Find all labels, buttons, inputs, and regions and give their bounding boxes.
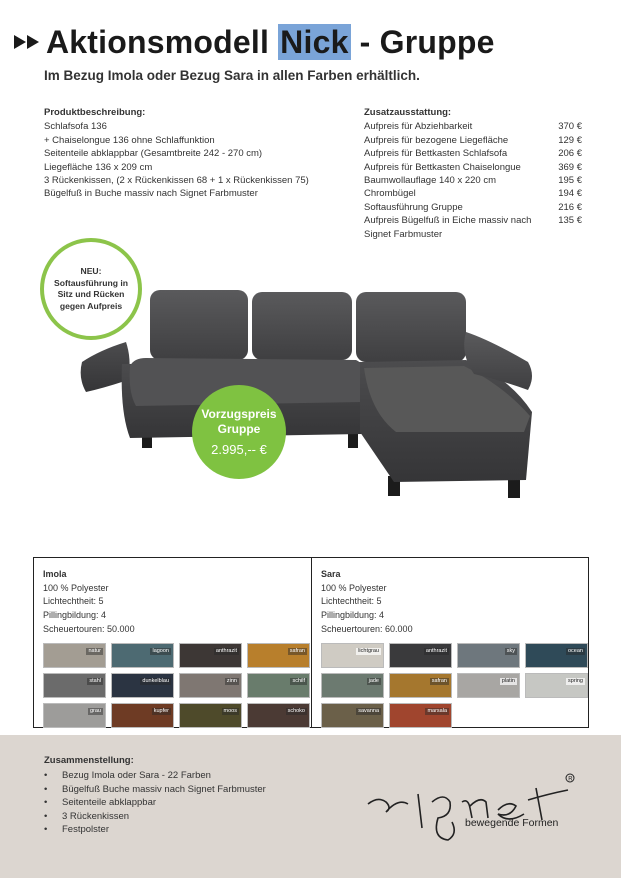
swatch-label: spring: [568, 677, 583, 684]
price-label: Softausführung Gruppe: [364, 201, 463, 213]
fabric-spec: Lichtechtheit: 5: [43, 596, 104, 607]
swatch[interactable]: [525, 673, 588, 698]
badge-line: NEU:: [80, 266, 102, 276]
swatch-label: lichtgrau: [358, 647, 379, 654]
swatch[interactable]: [525, 643, 588, 668]
swatch[interactable]: [43, 643, 106, 668]
price-row: [364, 134, 582, 147]
price-row: [364, 161, 582, 174]
badge-line: Sitz und Rücken: [57, 289, 125, 299]
swatch[interactable]: [111, 673, 174, 698]
page-title: [14, 24, 495, 61]
swatch[interactable]: [247, 643, 310, 668]
swatch-label: jade: [368, 677, 379, 684]
price-row: [364, 174, 582, 187]
extras-price-list: [364, 106, 582, 241]
price-value: 369 €: [558, 161, 582, 173]
title-highlight: Nick: [280, 24, 349, 60]
swatch-label: safran: [289, 647, 305, 654]
title-text-before: Aktionsmodell: [46, 24, 279, 60]
swatch[interactable]: [457, 643, 520, 668]
swatch-label: grau: [89, 707, 101, 714]
description-line: + Chaiselongue 136 ohne Schlaffunktion: [44, 134, 215, 146]
composition-list: [44, 769, 266, 837]
fabric-name: Imola: [43, 569, 67, 579]
brand-tagline: bewegende Formen: [465, 817, 559, 829]
swatch-label: anthrazit: [425, 647, 447, 654]
fabric-spec: Pillingbildung: 4: [321, 610, 385, 621]
price-label: Aufpreis für Abziehbarkeit: [364, 121, 473, 133]
subtitle: Im Bezug Imola oder Bezug Sara in allen Farben erhältlich.: [44, 68, 420, 83]
price-row: [364, 147, 582, 160]
fabric-spec: 100 % Polyester: [321, 582, 387, 593]
swatch-label: safran: [431, 677, 447, 684]
swatch[interactable]: [321, 673, 384, 698]
swatch-grid: [321, 643, 588, 728]
fabric-sara: [311, 558, 588, 727]
price-value: 216 €: [558, 201, 582, 213]
price-badge-price: 2.995,-- €: [211, 442, 267, 457]
swatch-label: kupfer: [153, 707, 169, 714]
svg-text:R: R: [568, 776, 573, 783]
price-value: 206 €: [558, 148, 582, 160]
fabric-spec: Pillingbildung: 4: [43, 610, 107, 621]
swatch-label: zinn: [226, 677, 237, 684]
fabric-name: Sara: [321, 569, 341, 579]
swatch-label: anthrazit: [215, 647, 237, 654]
price-badge-line1: Vorzugspreis: [201, 407, 277, 421]
swatch[interactable]: [179, 673, 242, 698]
price-badge: [192, 385, 286, 479]
swatch[interactable]: [457, 673, 520, 698]
list-item: • Seitenteile abklappbar: [44, 796, 266, 810]
description-line: Bügelfuß in Buche massiv nach Signet Farbmuster: [44, 188, 258, 200]
description-line: 3 Rückenkissen, (2 x Rückenkissen 68 + 1 x Rückenkissen 75): [44, 175, 309, 187]
price-label: Aufpreis für Bettkasten Chaiselongue: [364, 161, 521, 173]
fabric-spec: Scheuertouren: 60.000: [321, 623, 413, 634]
swatch[interactable]: [247, 703, 310, 728]
swatch[interactable]: [389, 673, 452, 698]
price-label: Chrombügel: [364, 188, 416, 200]
price-row: [364, 214, 582, 241]
swatch-label: savanna: [358, 707, 379, 714]
price-label: Aufpreis für bezogene Liegefläche: [364, 134, 509, 146]
swatch-label: marsala: [427, 707, 447, 714]
price-value: 194 €: [558, 188, 582, 200]
swatch[interactable]: [179, 703, 242, 728]
swatch-grid: [43, 643, 311, 728]
fabric-spec: Scheuertouren: 50.000: [43, 623, 135, 634]
description-line: Seitenteile abklappbar (Gesamtbreite 242 - 270 cm): [44, 148, 263, 160]
composition-heading: Zusammenstellung:: [44, 755, 134, 766]
list-item: • Bezug Imola oder Sara - 22 Farben: [44, 769, 266, 783]
fabric-spec: Lichtechtheit: 5: [321, 596, 382, 607]
list-item: • Bügelfuß Buche massiv nach Signet Farbmuster: [44, 783, 266, 797]
swatch[interactable]: [111, 643, 174, 668]
swatch-label: moos: [223, 707, 237, 714]
signet-logo: [362, 768, 582, 848]
price-value: 370 €: [558, 121, 582, 133]
fabric-imola: [34, 558, 311, 727]
new-feature-badge: [40, 238, 142, 340]
swatch-label: platin: [501, 677, 515, 684]
swatch-label: lagoon: [152, 647, 169, 654]
price-label: Baumwollauflage 140 x 220 cm: [364, 175, 497, 187]
price-label: Aufpreis Bügelfuß in Eiche massiv nach Signet Farbmuster: [364, 215, 532, 240]
swatch[interactable]: [389, 643, 452, 668]
price-row: [364, 120, 582, 133]
swatch[interactable]: [321, 703, 384, 728]
swatch-label: schilf: [292, 677, 305, 684]
price-value: 195 €: [558, 175, 582, 187]
price-row: [364, 187, 582, 200]
price-badge-line2: Gruppe: [217, 422, 261, 436]
swatch-label: stahl: [89, 677, 101, 684]
extras-heading: Zusatzausstattung:: [364, 107, 452, 118]
title-text-after: - Gruppe: [350, 24, 495, 60]
fabric-panel: [33, 557, 589, 728]
swatch[interactable]: [321, 643, 384, 668]
list-item: • 3 Rückenkissen: [44, 810, 266, 824]
product-description: [44, 106, 344, 201]
swatch-label: dunkelblau: [142, 677, 169, 684]
price-value: 135 €: [558, 215, 582, 227]
swatch[interactable]: [389, 703, 452, 728]
sofa-image: [80, 282, 540, 502]
swatch-label: natur: [88, 647, 101, 654]
badge-line: gegen Aufpreis: [59, 300, 123, 311]
swatch-label: ocean: [568, 647, 583, 654]
swatch[interactable]: [179, 643, 242, 668]
swatch-label: schoko: [287, 707, 305, 714]
description-line: Liegefläche 136 x 209 cm: [44, 161, 153, 173]
list-item: • Festpolster: [44, 823, 266, 837]
swatch[interactable]: [247, 673, 310, 698]
description-line: Schlafsofa 136: [44, 121, 107, 133]
fabric-spec: 100 % Polyester: [43, 582, 109, 593]
price-label: Aufpreis für Bettkasten Schlafsofa: [364, 148, 508, 160]
badge-line: Softausführung in: [54, 277, 128, 288]
price-value: 129 €: [558, 134, 582, 146]
swatch-label: sky: [506, 647, 515, 654]
swatch[interactable]: [111, 703, 174, 728]
double-arrow-icon: [14, 32, 44, 52]
price-row: [364, 201, 582, 214]
swatch[interactable]: [43, 673, 106, 698]
swatch[interactable]: [43, 703, 106, 728]
product-description-heading: Produktbeschreibung:: [44, 107, 146, 118]
